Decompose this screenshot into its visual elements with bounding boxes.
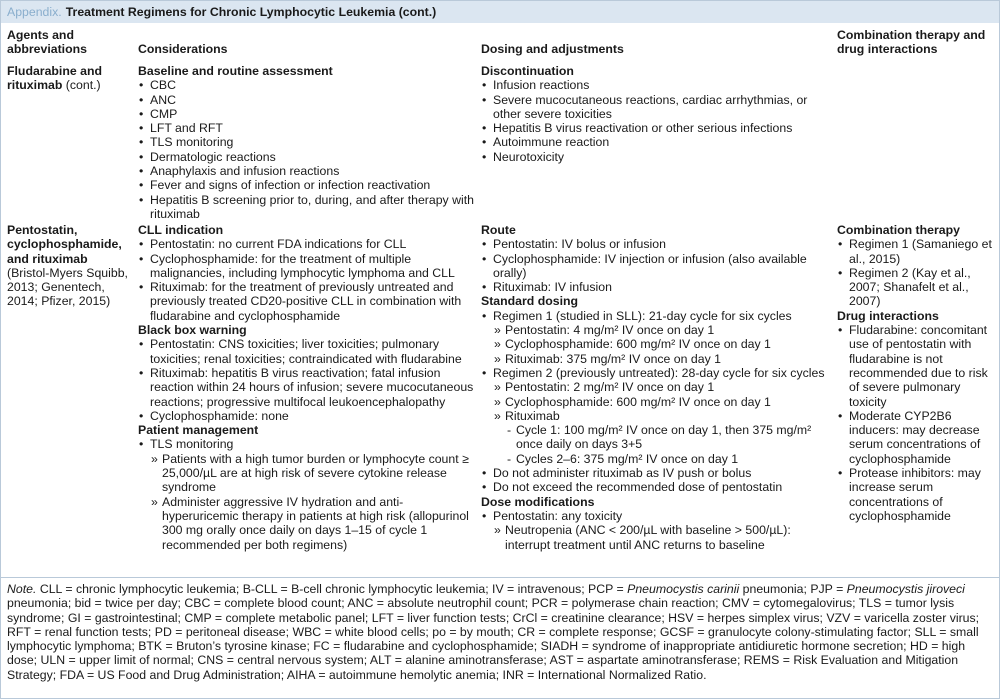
drug-interactions-list (837, 323, 997, 523)
row1-agent-note: (cont.) (62, 78, 101, 93)
list-item: • Neurotoxicity (481, 150, 831, 164)
black-box-warning-list (138, 337, 478, 423)
list-item: • Rituximab: for the treatment of previously untreated and previously treated CD20-positive CLL in combination with fludarabine and cyclophosphamide (138, 280, 478, 323)
header-considerations: Considerations (138, 42, 228, 56)
regimen-2-label: Regimen 2 (previously untreated): 28-day cycle for six cycles (493, 365, 825, 380)
list-item: • Pentostatin: CNS toxicities; liver toxicities; pulmonary toxicities; renal toxicities; contraindicated with fludarabine (138, 337, 478, 366)
list-item: • TLS monitoring (138, 135, 478, 149)
list-item (481, 509, 831, 552)
note-label: Note. (7, 582, 37, 596)
regimen-2-sublist (493, 380, 831, 466)
row2-combination-cell (837, 223, 997, 523)
list-item: • Hepatitis B virus reactivation or other serious infections (481, 121, 831, 135)
route-heading: Route (481, 223, 516, 237)
regimen-1-sublist (493, 323, 831, 366)
note-text-3: pneumonia; bid = twice per day; CBC = complete blood count; ANC = absolute neutrophil count; PCR = polymerase chain reaction; CMV = cytomegalovirus; TLS = tumor lysis syndrome; GI = gastrointestinal; CMP = complete metabolic panel; LFT = liver function tests; CrCl = creatinine clearance; HSV = herpes simplex virus; VZV = varicella zoster virus; RFT = renal function tests; PD = peritoneal disease; WBC = white blood cells; po = by mouth; CR = complete response; GCSF = granulocyte colony-stimulating factor; SLL = small lymphocytic lymphoma; BTK = Bruton’s tyrosine kinase; FC = fludarabine and cyclophosphamide; SIADH = syndrome of inappropriate antidiuretic hormone secretion; HD = high dose; ULN = upper limit of normal; CNS = central nervous system; ALT = alanine aminotransferase; AST = aspartate aminotransferase; REMS = Risk Evaluation and Mitigation Strategy; FDA = US Food and Drug Administration; AIHA = autoimmune hemolytic anemia; INR = International Normalized Ratio. (7, 596, 980, 682)
discontinuation-heading: Discontinuation (481, 64, 574, 78)
list-item: » Cyclophosphamide: 600 mg/m² IV once on day 1 (493, 337, 831, 351)
list-item: • Anaphylaxis and infusion reactions (138, 164, 478, 178)
list-item: • Do not administer rituximab as IV push or bolus (481, 466, 831, 480)
list-item: » Cyclophosphamide: 600 mg/m² IV once on day 1 (493, 395, 831, 409)
standard-dosing-heading: Standard dosing (481, 294, 579, 309)
row1-considerations-cell (138, 64, 478, 221)
note-italic-2: Pneumocystis jiroveci (846, 582, 965, 596)
list-item: • CBC (138, 78, 478, 92)
note-text-2: pneumonia; PJP = (739, 582, 847, 596)
patient-management-list (138, 437, 478, 551)
list-item: • Cyclophosphamide: for the treatment of multiple malignancies, including lymphocytic lymphoma and CLL (138, 252, 478, 281)
list-item: - Cycles 2–6: 375 mg/m² IV once on day 1 (505, 452, 831, 466)
baseline-list (138, 78, 478, 221)
list-item: • Autoimmune reaction (481, 135, 831, 149)
list-item (481, 309, 831, 366)
list-item: • Rituximab: IV infusion (481, 280, 831, 294)
discontinuation-list (481, 78, 831, 164)
list-item: • LFT and RFT (138, 121, 478, 135)
row1-dosing-cell (481, 64, 831, 164)
list-item: • Do not exceed the recommended dose of pentostatin (481, 480, 831, 494)
list-item: • Hepatitis B screening prior to, during, and after therapy with rituximab (138, 193, 478, 222)
cll-indication-list (138, 237, 478, 323)
combination-therapy-list (837, 237, 997, 308)
route-list (481, 237, 831, 294)
patient-management-heading: Patient management (138, 423, 259, 438)
row2-agent-references: (Bristol-Myers Squibb, 2013; Genentech, 2014; Pfizer, 2015) (7, 265, 128, 309)
header-combination: Combination therapy and drug interactions (837, 28, 986, 57)
table-title-bar (1, 1, 999, 23)
list-item (138, 437, 478, 551)
note-text-1: CLL = chronic lymphocytic leukemia; B-CLL = B-cell chronic lymphocytic leukemia; IV = intravenous; PCP = (36, 582, 628, 596)
list-item: » Pentostatin: 4 mg/m² IV once on day 1 (493, 323, 831, 337)
list-item: » Neutropenia (ANC < 200/µL with baseline > 500/µL): interrupt treatment until ANC returns to baseline (493, 523, 831, 552)
list-item: • Severe mucocutaneous reactions, cardiac arrhythmias, or other severe toxicities (481, 93, 831, 122)
note-italic-1: Pneumocystis carinii (627, 582, 740, 596)
table-note (1, 578, 999, 699)
dose-modifications-sublist (493, 523, 831, 552)
rituximab-label: Rituximab (505, 408, 560, 423)
black-box-warning-heading: Black box warning (138, 323, 247, 338)
row1-agent-cell (7, 64, 135, 93)
list-item: • Regimen 1 (Samaniego et al., 2015) (837, 237, 997, 266)
list-item: » Patients with a high tumor burden or lymphocyte count ≥ 25,000/µL are at high risk of severe cytokine release syndrome (150, 452, 478, 495)
list-item: • Rituximab: hepatitis B virus reactivation; fatal infusion reaction within 24 hours of infusion; severe mucocutaneous reactions; progressive multifocal leukoencephalopathy (138, 366, 478, 409)
list-item: • ANC (138, 93, 478, 107)
row1-agent-name: Fludarabine and rituximab (7, 64, 102, 93)
header-agents: Agents and abbreviations (7, 28, 87, 57)
table-title: Treatment Regimens for Chronic Lymphocytic Leukemia (cont.) (65, 5, 437, 19)
list-item: • Fever and signs of infection or infection reactivation (138, 178, 478, 192)
standard-dosing-list (481, 309, 831, 495)
list-item: • Protease inhibitors: may increase serum concentrations of cyclophosphamide (837, 466, 997, 523)
list-item: • Dermatologic reactions (138, 150, 478, 164)
dose-modifications-heading: Dose modifications (481, 494, 595, 509)
list-item: • Moderate CYP2B6 inducers: may decrease serum concentrations of cyclophosphamide (837, 409, 997, 466)
dose-modifications-list (481, 509, 831, 552)
pentostatin-toxicity-label: Pentostatin: any toxicity (493, 508, 623, 523)
list-item: » Administer aggressive IV hydration and anti-hyperuricemic therapy in patients at high risk (allopurinol 300 mg orally once daily on days 1–15 of cycle 1 recommended per both regimens) (150, 495, 478, 552)
list-item: • Infusion reactions (481, 78, 831, 92)
row2-considerations-cell (138, 223, 478, 552)
list-item: • Fludarabine: concomitant use of pentostatin with fludarabine is not recommended due to risk of severe pulmonary toxicity (837, 323, 997, 409)
list-item: • Pentostatin: no current FDA indications for CLL (138, 237, 478, 251)
list-item (493, 409, 831, 466)
rituximab-cycles-list (505, 423, 831, 466)
list-item: • Regimen 2 (Kay et al., 2007; Shanafelt et al., 2007) (837, 266, 997, 309)
list-item: • CMP (138, 107, 478, 121)
cll-indication-heading: CLL indication (138, 223, 224, 237)
row2-dosing-cell (481, 223, 831, 552)
drug-interactions-heading: Drug interactions (837, 308, 939, 323)
row2-agent-name: Pentostatin, cyclophosphamide, and rituximab (7, 223, 122, 266)
header-dosing: Dosing and adjustments (481, 42, 624, 56)
list-item: - Cycle 1: 100 mg/m² IV once on day 1, then 375 mg/m² once daily on days 3+5 (505, 423, 831, 452)
list-item: • Cyclophosphamide: IV injection or infusion (also available orally) (481, 252, 831, 281)
list-item: • Cyclophosphamide: none (138, 409, 478, 423)
combination-therapy-heading: Combination therapy (837, 223, 960, 237)
list-item (481, 366, 831, 466)
row2-agent-cell (7, 223, 135, 309)
list-item: » Rituximab: 375 mg/m² IV once on day 1 (493, 352, 831, 366)
tls-monitoring-label: TLS monitoring (150, 437, 234, 452)
list-item: » Pentostatin: 2 mg/m² IV once on day 1 (493, 380, 831, 394)
tls-monitoring-sublist (150, 452, 478, 552)
appendix-label: Appendix. (7, 5, 62, 19)
list-item: • Pentostatin: IV bolus or infusion (481, 237, 831, 251)
baseline-heading: Baseline and routine assessment (138, 64, 333, 78)
regimen-1-label: Regimen 1 (studied in SLL): 21-day cycle for six cycles (493, 308, 792, 323)
